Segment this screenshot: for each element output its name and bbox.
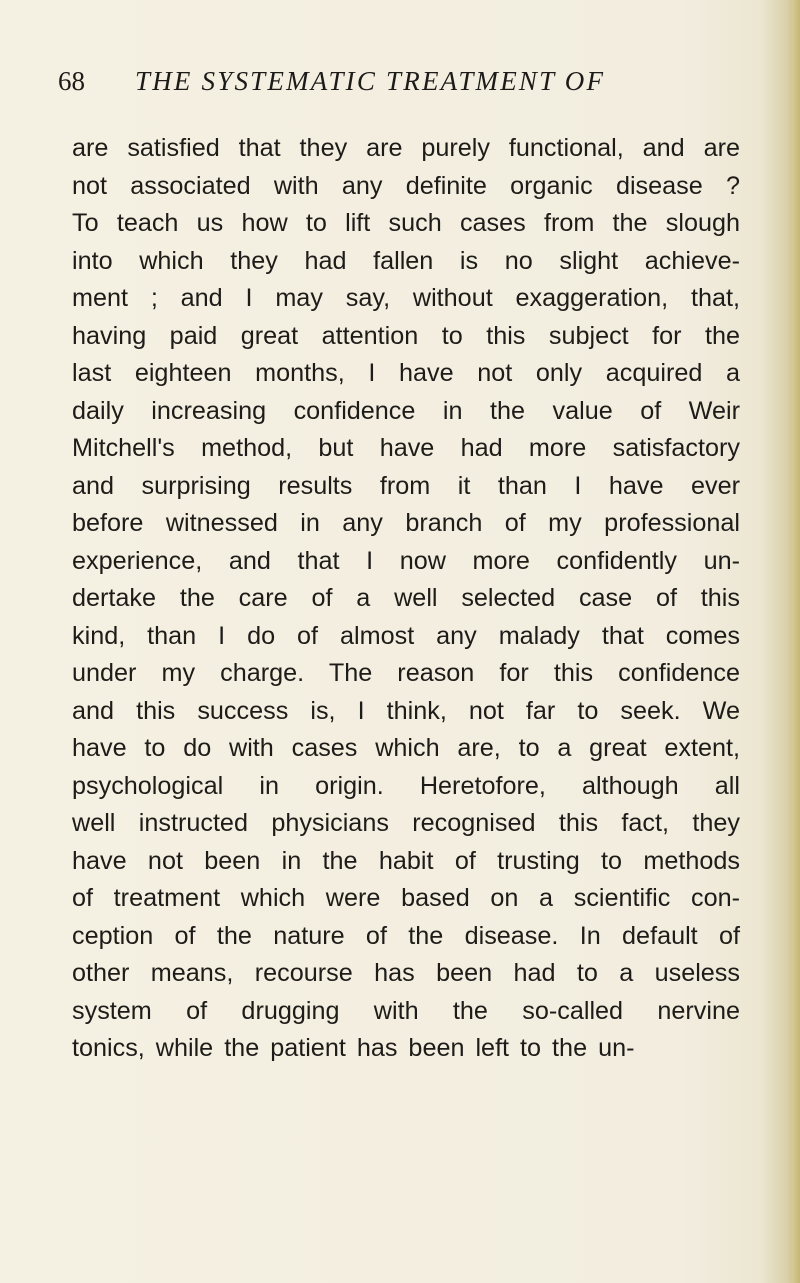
text-line: are satisfied that they are purely functional, and are xyxy=(72,134,740,162)
text-line: last eighteen months, I have not only acquired a xyxy=(72,359,740,387)
running-head xyxy=(58,66,698,100)
text-line: and this success is, I think, not far to seek. We xyxy=(72,696,740,725)
text-line: other means, recourse has been had to a useless xyxy=(72,959,740,987)
body-paragraph xyxy=(72,130,740,1068)
text-line: ception of the nature of the disease. In default of xyxy=(72,921,740,950)
text-line: dertake the care of a well selected case of this xyxy=(72,584,740,612)
text-line: have not been in the habit of trusting to methods xyxy=(72,846,740,875)
text-line: before witnessed in any branch of my professional xyxy=(72,509,740,537)
running-title: THE SYSTEMATIC TREATMENT OF xyxy=(135,66,606,96)
text-line: daily increasing confidence in the value of Weir xyxy=(72,396,740,425)
text-line: and surprising results from it than I have ever xyxy=(72,471,740,500)
text-line: not associated with any definite organic disease ? xyxy=(72,171,740,200)
text-line: under my charge. The reason for this confidence xyxy=(72,659,740,687)
text-line: having paid great attention to this subject for the xyxy=(72,321,740,350)
page-edge-shading xyxy=(786,0,800,1283)
text-line: of treatment which were based on a scientific con- xyxy=(72,884,740,912)
text-line: well instructed physicians recognised this fact, they xyxy=(72,809,740,837)
text-line: kind, than I do of almost any malady that comes xyxy=(72,621,740,650)
text-line: have to do with cases which are, to a great extent, xyxy=(72,734,740,762)
text-line: ment ; and I may say, without exaggeration, that, xyxy=(72,284,740,312)
text-line: To teach us how to lift such cases from the slough xyxy=(72,209,740,237)
text-line: system of drugging with the so-called nervine xyxy=(72,996,740,1025)
page-number: 68 xyxy=(58,66,85,96)
text-line: into which they had fallen is no slight achieve- xyxy=(72,246,740,275)
text-line: psychological in origin. Heretofore, although all xyxy=(72,771,740,800)
text-line: experience, and that I now more confidently un- xyxy=(72,546,740,575)
text-line: tonics, while the patient has been left to the un- xyxy=(72,1034,635,1062)
text-line: Mitchell's method, but have had more satisfactory xyxy=(72,434,740,462)
